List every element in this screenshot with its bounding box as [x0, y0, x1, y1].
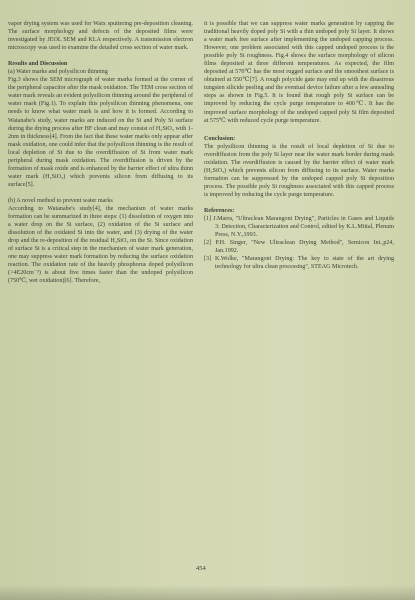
- section-a-paragraph: Fig.3 shows the SEM micrograph of water marks formed at the corner of the peripheral capacitor after the mask oxidation. The TEM cross section of water mark reveals an evident polysilicon thinning around the peripheral of water mark (Fig.1). To explain this polysilicon thinning phenomena, one needs to know what water mark is and how it is formed. According to Watanabe's study, water marks are induced on the Si and Poly Si surface during the drying process after HF clean and may consist of H₂SiO₃ with 1-2nm in thickness[4]. From the fact that these water marks only appear after mask oxidation, one could infer that the polysilicon thinning is the result of local depletion of Si due to the overdiffusion of Si from water mark peripheral during mask oxidation. The overdiffusion is driven by the formation of mask oxide and is enhanced by the barrier effect of ultra thinn water mark (H₂SiO₃) which prevents silicon from diffusing to its surface[5].: [8, 77, 193, 188]
- conclusion-paragraph: The polysilicon thinning is the result of local depletion of Si due to overdiffusion from the poly Si layer near the water mark border during mask oxidation. The overdiffusion is caused by the barrier effect of water mark (H₂SiO₃) which prevents silicon from diffusing to its surface. Water marks formation can be suppressed by the undoped capped poly Si deposition process. The possible poly Si roughness associated with this capped process is improved by reducing the cycle purge temperature.: [204, 143, 394, 198]
- results-heading: Results and Discussion: [8, 61, 68, 68]
- reference-item: [1] J.Marra, "Ultraclean Marangoni Drying", Particles in Gases and Liquids 3: Detection, Characterization and Control, edited by K.L.Mittal, Plenum Press, N.Y.,1993.: [204, 216, 394, 239]
- page-edge-shadow: [0, 585, 415, 600]
- reference-item: [3] K.Wolke, "Marangoni Drying: The key to state of the art drying technology for ultra clean processing", STEAG Microtech.: [204, 256, 394, 271]
- continued-paragraph: it is possible that we can suppress water marks generation by capping the traditional heavily doped poly Si with a thin undoped poly Si layer. It shows a water mark free surface after implementing the undoped capping process. However, one problem associated with this capped undoped process is the possible poly Si roughness. Fig.4 shows the surface morphology of silicon films deposited at three different temperatures. As expected, the film deposited at 570℃ has the most rugged surface and the smoothest surface is obtained at 550℃[7]. A rough polycide gate may end up with the disastrous tungsten silicide peeling and the eventual device failure after a few annealing steps as shown in Fig.5. It is found that rough poly Si surface can be improved by reducing the cycle purge temperature to 400℃. It has the improved surface morphology of the undoped capped poly Si film deposited at 575℃ with reduced cycle purge temperature.: [204, 21, 394, 124]
- section-b-paragraph: According to Watanabe's study[4], the mechanism of water marks formation can be summarized in three steps: (1) dissolution of oxygen into a water drop on the Si surface, (2) oxidation of the Si surface and dissolution of the oxidated Si into the water, and (3) drying of the water drop and the re-deposition of the residual H₂SiO₃ on the Si. Since oxidation of surface Si is a critical step in the mechanism of water mark generation, one may suppress water mark formation by reducing the surface oxidation reaction. The oxidation rate of the heavily phosphorus doped polysilicon (>4E20cm⁻³) is about five times faster than the undoped polysilicon (750℃, wet oxidation)[6]. Therefore,: [8, 205, 193, 285]
- intro-paragraph: vapor drying system was used for Waix sputtering pre-deposition cleaning. The surface morphology and defects of the deposited films were investigated by JEOL SEM and KLA respectively. A transmission electron microscopy was used to examine the detailed cross section of water mark.: [8, 21, 193, 52]
- references-list: [204, 215, 394, 271]
- right-column: [204, 20, 394, 271]
- reference-item: [2] P.H. Singer, "New Ultraclean Drying Method", Semicon Int.,p24, Jan.1992.: [204, 240, 394, 255]
- page-number: 454: [196, 565, 206, 572]
- conclusion-heading: Conclusion:: [204, 135, 236, 142]
- left-column: [8, 20, 193, 285]
- section-b-heading: (b) A novel method to prevent water marks: [8, 197, 113, 204]
- section-a-heading: (a) Water marks and polysilicon thinning: [8, 69, 108, 76]
- references-heading: References:: [204, 207, 235, 214]
